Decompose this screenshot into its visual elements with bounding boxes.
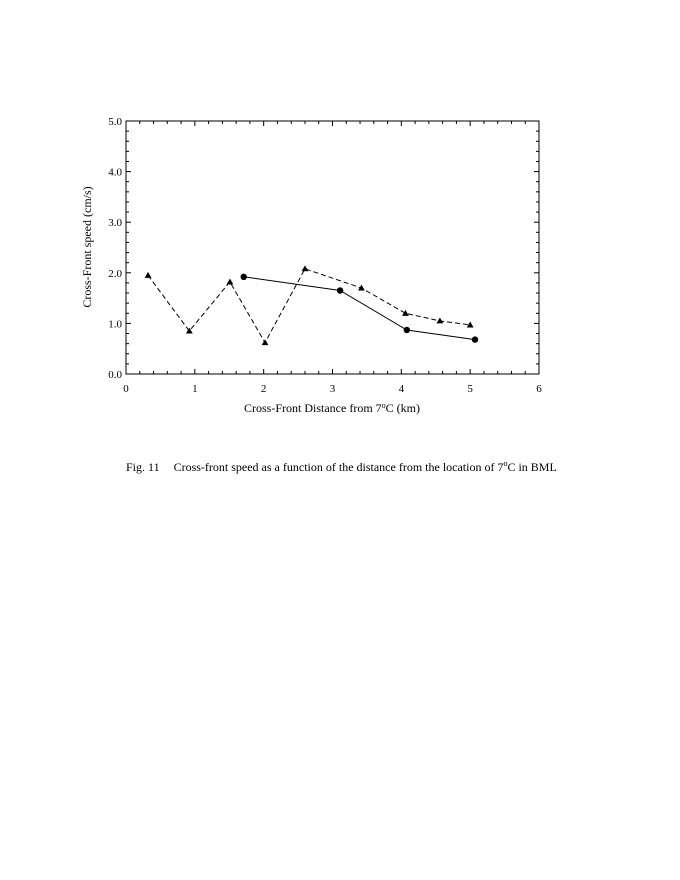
- y-tick-label: 4.0: [108, 166, 122, 179]
- circle-series-line: [244, 277, 475, 340]
- triangle-series-line: [148, 269, 470, 343]
- triangle-marker: [436, 317, 443, 323]
- x-tick-label: 6: [536, 383, 542, 395]
- series-layer: [145, 265, 479, 345]
- x-axis-label: Cross-Front Distance from 7$^o$C (km): [244, 401, 420, 415]
- circle-marker: [404, 327, 410, 333]
- triangle-marker: [227, 279, 234, 285]
- caption-label: Fig. 11: [126, 460, 160, 474]
- y-tick-label: 0.0: [108, 369, 122, 381]
- x-tick-label: 3: [329, 383, 336, 395]
- y-axis-label: Cross-Front speed (cm/s): [80, 186, 94, 308]
- major-ticks: [126, 121, 539, 374]
- x-tick-label: 1: [192, 383, 198, 395]
- x-tick-label: 5: [467, 383, 473, 395]
- figure-caption: [126, 459, 557, 475]
- circle-marker: [241, 274, 247, 280]
- tick-labels: [108, 116, 542, 395]
- plot-frame: [126, 121, 539, 374]
- x-tick-label: 2: [260, 383, 267, 395]
- y-tick-label: 3.0: [108, 217, 122, 230]
- x-tick-label: 4: [398, 383, 405, 395]
- y-tick-label: 2.0: [108, 267, 122, 280]
- circle-marker: [337, 287, 343, 293]
- y-tick-label: 1.0: [108, 318, 122, 331]
- caption-text: Cross-front speed as a function of the distance from the location of 7$^o$C in BML: [173, 459, 557, 474]
- circle-marker: [472, 336, 478, 342]
- triangle-marker: [302, 265, 309, 271]
- triangle-marker: [262, 339, 269, 345]
- minor-ticks: [126, 121, 539, 374]
- x-tick-label: 0: [123, 383, 129, 395]
- y-tick-label: 5.0: [108, 116, 122, 128]
- triangle-marker: [402, 310, 409, 316]
- triangle-marker: [145, 272, 152, 278]
